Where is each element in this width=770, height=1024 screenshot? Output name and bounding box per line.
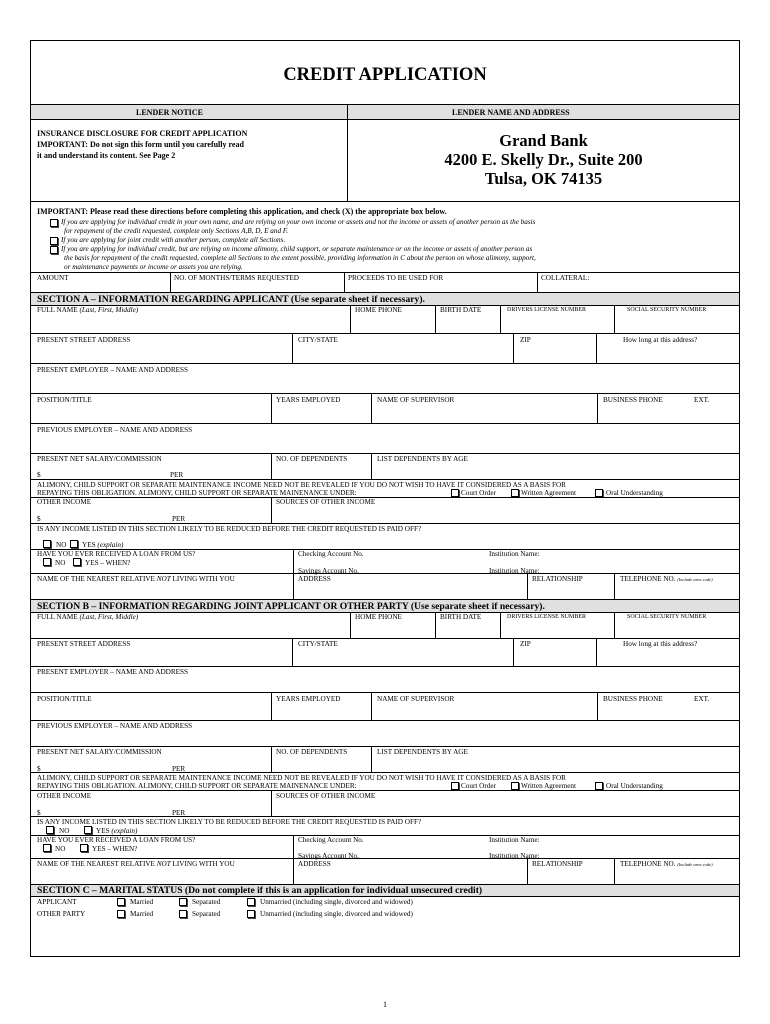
amount-label: AMOUNT <box>37 274 69 282</box>
a-business-phone-label: BUSINESS PHONE <box>603 396 663 404</box>
a-relative-address-label: ADDRESS <box>298 575 331 583</box>
a-employer-label: PRESENT EMPLOYER – NAME AND ADDRESS <box>37 366 189 374</box>
a-court-order-label: Court Order <box>461 489 496 497</box>
b-written-agreement-checkbox[interactable] <box>511 782 519 790</box>
joint-credit-checkbox[interactable] <box>50 237 58 245</box>
b-position-label: POSITION/TITLE <box>37 695 92 703</box>
b-loan-yes-checkbox[interactable] <box>80 844 88 852</box>
c-other-married-label: Married <box>130 910 154 918</box>
b-reduced-yes-label: YES (explain) <box>96 827 138 835</box>
c-other-separated-checkbox[interactable] <box>179 910 187 918</box>
a-street-label: PRESENT STREET ADDRESS <box>37 336 131 344</box>
a-home-phone-label: HOME PHONE <box>355 306 402 314</box>
b-how-long-label: How long at this address? <box>623 640 698 648</box>
b-street-label: PRESENT STREET ADDRESS <box>37 640 131 648</box>
a-city-state-label: CITY/STATE <box>298 336 338 344</box>
a-savings-label: Savings Account No. <box>298 567 359 575</box>
a-salary-dollar: $ <box>37 471 41 479</box>
a-years-employed-label: YEARS EMPLOYED <box>276 396 341 404</box>
option-individual-2: for repayment of the credit requested, complete only Sections A,B, D, E and F. <box>64 227 289 235</box>
section-b-title: SECTION B – INFORMATION REGARDING JOINT APPLICANT OR OTHER PARTY (Use separate sheet if necessary). <box>37 601 545 612</box>
c-other-unmarried-checkbox[interactable] <box>247 910 255 918</box>
b-other-per: PER <box>172 809 186 817</box>
a-checking-label: Checking Account No. <box>298 550 364 558</box>
c-applicant-unmarried-checkbox[interactable] <box>247 898 255 906</box>
a-reduced-no-checkbox[interactable] <box>43 540 51 548</box>
c-other-married-checkbox[interactable] <box>117 910 125 918</box>
a-reduced-question: IS ANY INCOME LISTED IN THIS SECTION LIKELY TO BE REDUCED BEFORE THE CREDIT REQUESTED IS PAID OFF? <box>37 525 422 533</box>
c-other-party-label: OTHER PARTY <box>37 910 86 918</box>
c-applicant-married-label: Married <box>130 898 154 906</box>
b-relationship-label: RELATIONSHIP <box>532 860 583 868</box>
a-written-agreement-checkbox[interactable] <box>511 489 519 497</box>
b-reduced-yes-checkbox[interactable] <box>84 826 92 834</box>
c-applicant-separated-checkbox[interactable] <box>179 898 187 906</box>
b-full-name-label: FULL NAME (Last, First, Middle) <box>37 613 139 621</box>
lender-street: 4200 E. Skelly Dr., Suite 200 <box>444 150 643 169</box>
b-court-order-label: Court Order <box>461 782 496 790</box>
b-oral-understanding-label: Oral Understanding <box>606 782 663 790</box>
b-zip-label: ZIP <box>520 640 531 648</box>
a-checking-institution-label: Institution Name: <box>489 550 540 558</box>
b-dependents-label: NO. OF DEPENDENTS <box>276 748 348 756</box>
b-employer-label: PRESENT EMPLOYER – NAME AND ADDRESS <box>37 668 189 676</box>
b-loan-no-checkbox[interactable] <box>43 844 51 852</box>
b-drivers-license-label: DRIVERS LICENSE NUMBER <box>507 614 587 620</box>
b-reduced-no-checkbox[interactable] <box>46 826 54 834</box>
a-salary-label: PRESENT NET SALARY/COMMISSION <box>37 455 162 463</box>
a-ext-label: EXT. <box>694 396 710 404</box>
a-savings-institution-label: Institution Name: <box>489 567 540 575</box>
b-ext-label: EXT. <box>694 695 710 703</box>
a-oral-understanding-label: Oral Understanding <box>606 489 663 497</box>
proceeds-label: PROCEEDS TO BE USED FOR <box>348 274 444 282</box>
c-applicant-unmarried-label: Unmarried (including single, divorced and widowed) <box>260 898 413 906</box>
b-other-dollar: $ <box>37 809 41 817</box>
a-other-dollar: $ <box>37 515 41 523</box>
b-sources-income-label: SOURCES OF OTHER INCOME <box>276 792 376 800</box>
c-applicant-label: APPLICANT <box>37 898 77 906</box>
a-prev-employer-label: PREVIOUS EMPLOYER – NAME AND ADDRESS <box>37 426 193 434</box>
instructions-important: IMPORTANT: Please read these directions before completing this application, and check (X) the appropriate box below. <box>37 207 447 216</box>
a-other-income-label: OTHER INCOME <box>37 498 92 506</box>
option-relying: If you are applying for individual credit, but are relying on income alimony, child support, or separate maintenance or on the income or assets of another person as <box>61 245 533 253</box>
b-salary-dollar: $ <box>37 765 41 773</box>
insurance-disclosure: INSURANCE DISCLOSURE FOR CREDIT APPLICATION <box>37 129 248 138</box>
a-zip-label: ZIP <box>520 336 531 344</box>
b-years-employed-label: YEARS EMPLOYED <box>276 695 341 703</box>
a-relative-label: NAME OF THE NEAREST RELATIVE NOT LIVING WITH YOU <box>37 575 235 583</box>
a-written-agreement-label: Written Agreement <box>521 489 576 497</box>
section-c-title: SECTION C – MARITAL STATUS (Do not complete if this is an application for individual unsecured credit) <box>37 885 483 896</box>
option-relying-2: the basis for repayment of the credit requested, complete all Sections to the extent possible, providing information in C about the person on whose alimony, support, <box>64 254 536 262</box>
a-list-dependents-label: LIST DEPENDENTS BY AGE <box>377 455 468 463</box>
b-salary-per: PER <box>172 765 186 773</box>
b-home-phone-label: HOME PHONE <box>355 613 402 621</box>
b-checking-institution-label: Institution Name: <box>489 836 540 844</box>
b-loan-no-label: NO <box>55 845 66 853</box>
b-alimony-notice: ALIMONY, CHILD SUPPORT OR SEPARATE MAINTENANCE INCOME NEED NOT BE REVEALED IF YOU DO NOT WISH TO HAVE IT CONSIDERED AS A BASIS FOR <box>37 774 566 782</box>
a-how-long-label: How long at this address? <box>623 336 698 344</box>
a-position-label: POSITION/TITLE <box>37 396 92 404</box>
a-reduced-no-label: NO <box>56 541 67 549</box>
a-dependents-label: NO. OF DEPENDENTS <box>276 455 348 463</box>
important-sign-notice-2: it and understand its content. See Page 2 <box>37 151 176 160</box>
a-birth-date-label: BIRTH DATE <box>440 306 482 314</box>
b-loan-question: HAVE YOU EVER RECEIVED A LOAN FROM US? <box>37 836 196 844</box>
page-title: CREDIT APPLICATION <box>283 65 487 85</box>
important-sign-notice: IMPORTANT: Do not sign this form until you carefully read <box>37 140 244 149</box>
b-reduced-no-label: NO <box>59 827 70 835</box>
a-reduced-yes-label: YES (explain) <box>82 541 124 549</box>
b-supervisor-label: NAME OF SUPERVISOR <box>377 695 455 703</box>
b-telephone-label: TELEPHONE NO. (Include area code) <box>620 860 713 868</box>
option-relying-3: or maintenance payments or income or assets you are relying. <box>64 263 243 271</box>
b-other-income-label: OTHER INCOME <box>37 792 92 800</box>
months-label: NO. OF MONTHS/TERMS REQUESTED <box>174 274 299 282</box>
lender-city: Tulsa, OK 74135 <box>484 169 603 188</box>
a-other-per: PER <box>172 515 186 523</box>
c-other-separated-label: Separated <box>192 910 221 918</box>
b-salary-label: PRESENT NET SALARY/COMMISSION <box>37 748 162 756</box>
a-ssn-label: SOCIAL SECURITY NUMBER <box>627 307 707 313</box>
option-individual: If you are applying for individual credit in your own name, and are relying on your own income or assets and not the income or assets of another person as the basis <box>61 218 536 226</box>
b-reduced-question: IS ANY INCOME LISTED IN THIS SECTION LIKELY TO BE REDUCED BEFORE THE CREDIT REQUESTED IS PAID OFF? <box>37 818 422 826</box>
a-loan-no-checkbox[interactable] <box>43 558 51 566</box>
page-number: 1 <box>383 1000 387 1009</box>
a-alimony-notice-2: REPAYING THIS OBLIGATION. ALIMONY, CHILD SUPPORT OR SEPARATE MAINENANCE UNDER: <box>37 489 357 497</box>
a-relationship-label: RELATIONSHIP <box>532 575 583 583</box>
a-sources-income-label: SOURCES OF OTHER INCOME <box>276 498 376 506</box>
b-checking-label: Checking Account No. <box>298 836 364 844</box>
a-loan-yes-checkbox[interactable] <box>73 558 81 566</box>
a-supervisor-label: NAME OF SUPERVISOR <box>377 396 455 404</box>
b-court-order-checkbox[interactable] <box>451 782 459 790</box>
c-other-unmarried-label: Unmarried (including single, divorced and widowed) <box>260 910 413 918</box>
c-applicant-married-checkbox[interactable] <box>117 898 125 906</box>
option-joint: If you are applying for joint credit with another person, complete all Sections. <box>61 236 286 244</box>
b-city-state-label: CITY/STATE <box>298 640 338 648</box>
b-written-agreement-label: Written Agreement <box>521 782 576 790</box>
individual-credit-checkbox[interactable] <box>50 219 58 227</box>
b-alimony-notice-2: REPAYING THIS OBLIGATION. ALIMONY, CHILD SUPPORT OR SEPARATE MAINENANCE UNDER: <box>37 782 357 790</box>
b-savings-institution-label: Institution Name: <box>489 852 540 860</box>
b-relative-label: NAME OF THE NEAREST RELATIVE NOT LIVING WITH YOU <box>37 860 235 868</box>
b-list-dependents-label: LIST DEPENDENTS BY AGE <box>377 748 468 756</box>
b-relative-address-label: ADDRESS <box>298 860 331 868</box>
collateral-label: COLLATERAL: <box>541 274 590 282</box>
a-alimony-notice: ALIMONY, CHILD SUPPORT OR SEPARATE MAINTENANCE INCOME NEED NOT BE REVEALED IF YOU DO NOT WISH TO HAVE IT CONSIDERED AS A BASIS FOR <box>37 481 566 489</box>
b-birth-date-label: BIRTH DATE <box>440 613 482 621</box>
a-reduced-yes-checkbox[interactable] <box>70 540 78 548</box>
b-ssn-label: SOCIAL SECURITY NUMBER <box>627 614 707 620</box>
lender-notice-header: LENDER NOTICE <box>136 108 203 117</box>
lender-name: Grand Bank <box>499 131 588 150</box>
a-full-name-label: FULL NAME (Last, First, Middle) <box>37 306 139 314</box>
section-a-title: SECTION A – INFORMATION REGARDING APPLICANT (Use separate sheet if necessary). <box>37 294 425 305</box>
a-oral-understanding-checkbox[interactable] <box>595 489 603 497</box>
b-loan-yes-label: YES – WHEN? <box>92 845 138 853</box>
a-loan-no-label: NO <box>55 559 66 567</box>
a-loan-question: HAVE YOU EVER RECEIVED A LOAN FROM US? <box>37 550 196 558</box>
b-oral-understanding-checkbox[interactable] <box>595 782 603 790</box>
b-business-phone-label: BUSINESS PHONE <box>603 695 663 703</box>
c-applicant-separated-label: Separated <box>192 898 221 906</box>
individual-relying-checkbox[interactable] <box>50 246 58 254</box>
a-telephone-label: TELEPHONE NO. (Include area code) <box>620 575 713 583</box>
b-prev-employer-label: PREVIOUS EMPLOYER – NAME AND ADDRESS <box>37 722 193 730</box>
a-salary-per: PER <box>170 471 184 479</box>
a-drivers-license-label: DRIVERS LICENSE NUMBER <box>507 307 587 313</box>
b-savings-label: Savings Account No. <box>298 852 359 860</box>
lender-name-header: LENDER NAME AND ADDRESS <box>452 108 570 117</box>
a-court-order-checkbox[interactable] <box>451 489 459 497</box>
a-loan-yes-label: YES – WHEN? <box>85 559 131 567</box>
